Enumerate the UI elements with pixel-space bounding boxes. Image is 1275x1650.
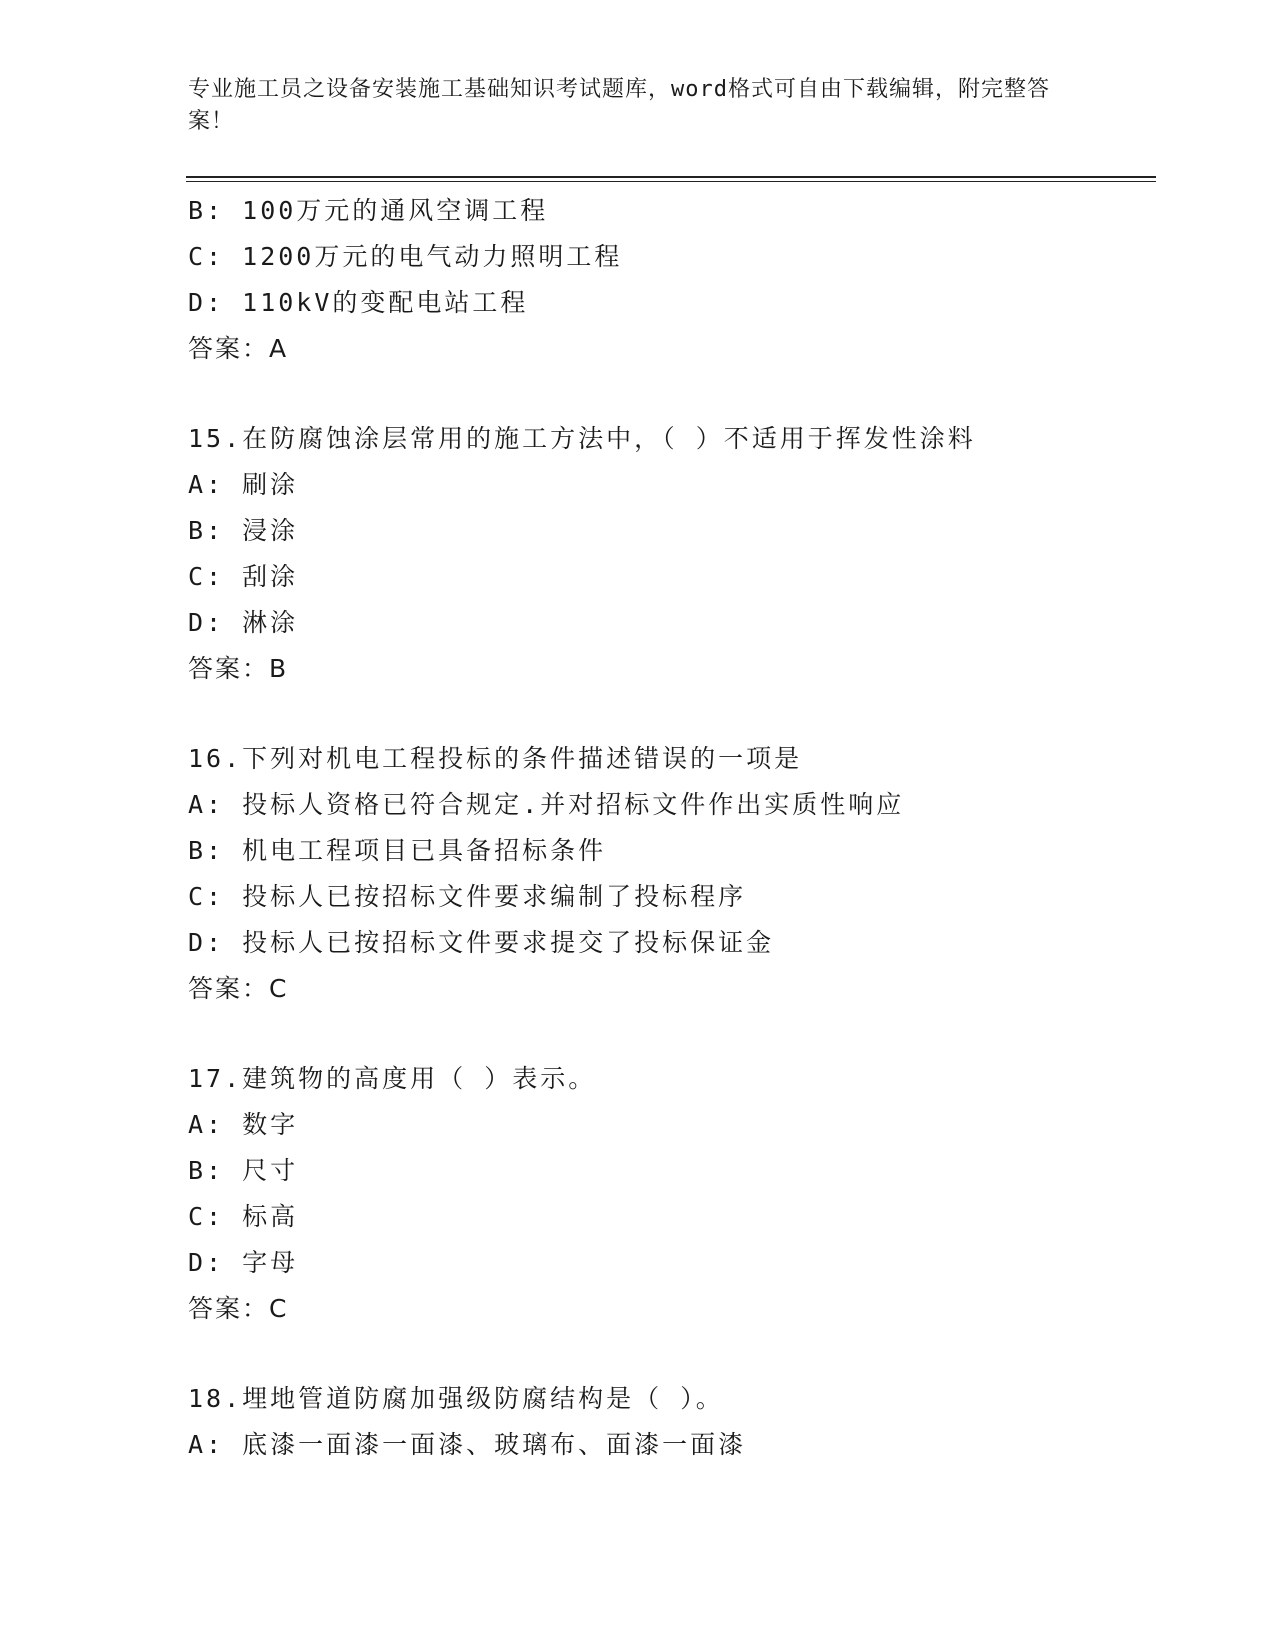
question-17 bbox=[188, 1056, 1148, 1332]
question-spacer bbox=[188, 692, 1148, 736]
question-list bbox=[188, 188, 1148, 1468]
header-divider-thick bbox=[186, 176, 1156, 178]
question-title: 17.建筑物的高度用（ ）表示。 bbox=[188, 1064, 597, 1093]
question-18 bbox=[188, 1376, 1148, 1468]
option-a: A: 刷涂 bbox=[188, 470, 299, 499]
option-b: B: 机电工程项目已具备招标条件 bbox=[188, 836, 607, 865]
option-a: A: 底漆一面漆一面漆、玻璃布、面漆一面漆 bbox=[188, 1430, 747, 1459]
answer: 答案：C bbox=[188, 974, 289, 1003]
question-title: 16.下列对机电工程投标的条件描述错误的一项是 bbox=[188, 744, 803, 773]
question-title: 18.埋地管道防腐加强级防腐结构是（ ）。 bbox=[188, 1384, 724, 1413]
question-16 bbox=[188, 736, 1148, 1012]
option-a: A: 数字 bbox=[188, 1110, 299, 1139]
option-c: C: 标高 bbox=[188, 1202, 299, 1231]
option-c: C: 1200万元的电气动力照明工程 bbox=[188, 242, 623, 271]
option-c: C: 刮涂 bbox=[188, 562, 299, 591]
question-15 bbox=[188, 416, 1148, 692]
question-spacer bbox=[188, 1012, 1148, 1056]
answer: 答案：A bbox=[188, 334, 289, 363]
option-b: B: 浸涂 bbox=[188, 516, 299, 545]
option-c: C: 投标人已按招标文件要求编制了投标程序 bbox=[188, 882, 747, 911]
question-spacer bbox=[188, 372, 1148, 416]
question-14 bbox=[188, 188, 1148, 372]
answer: 答案：B bbox=[188, 654, 289, 683]
document-header: 专业施工员之设备安装施工基础知识考试题库，word格式可自由下载编辑，附完整答案！ bbox=[188, 77, 1050, 134]
option-b: B: 尺寸 bbox=[188, 1156, 299, 1185]
option-d: D: 110kV的变配电站工程 bbox=[188, 288, 529, 317]
option-b: B: 100万元的通风空调工程 bbox=[188, 196, 549, 225]
question-spacer bbox=[188, 1332, 1148, 1376]
option-a: A: 投标人资格已符合规定.并对招标文件作出实质性响应 bbox=[188, 790, 905, 819]
option-d: D: 淋涂 bbox=[188, 608, 299, 637]
option-d: D: 投标人已按招标文件要求提交了投标保证金 bbox=[188, 928, 775, 957]
question-title: 15.在防腐蚀涂层常用的施工方法中，（ ）不适用于挥发性涂料 bbox=[188, 424, 976, 453]
header-divider-thin bbox=[186, 181, 1156, 182]
option-d: D: 字母 bbox=[188, 1248, 299, 1277]
answer: 答案：C bbox=[188, 1294, 289, 1323]
